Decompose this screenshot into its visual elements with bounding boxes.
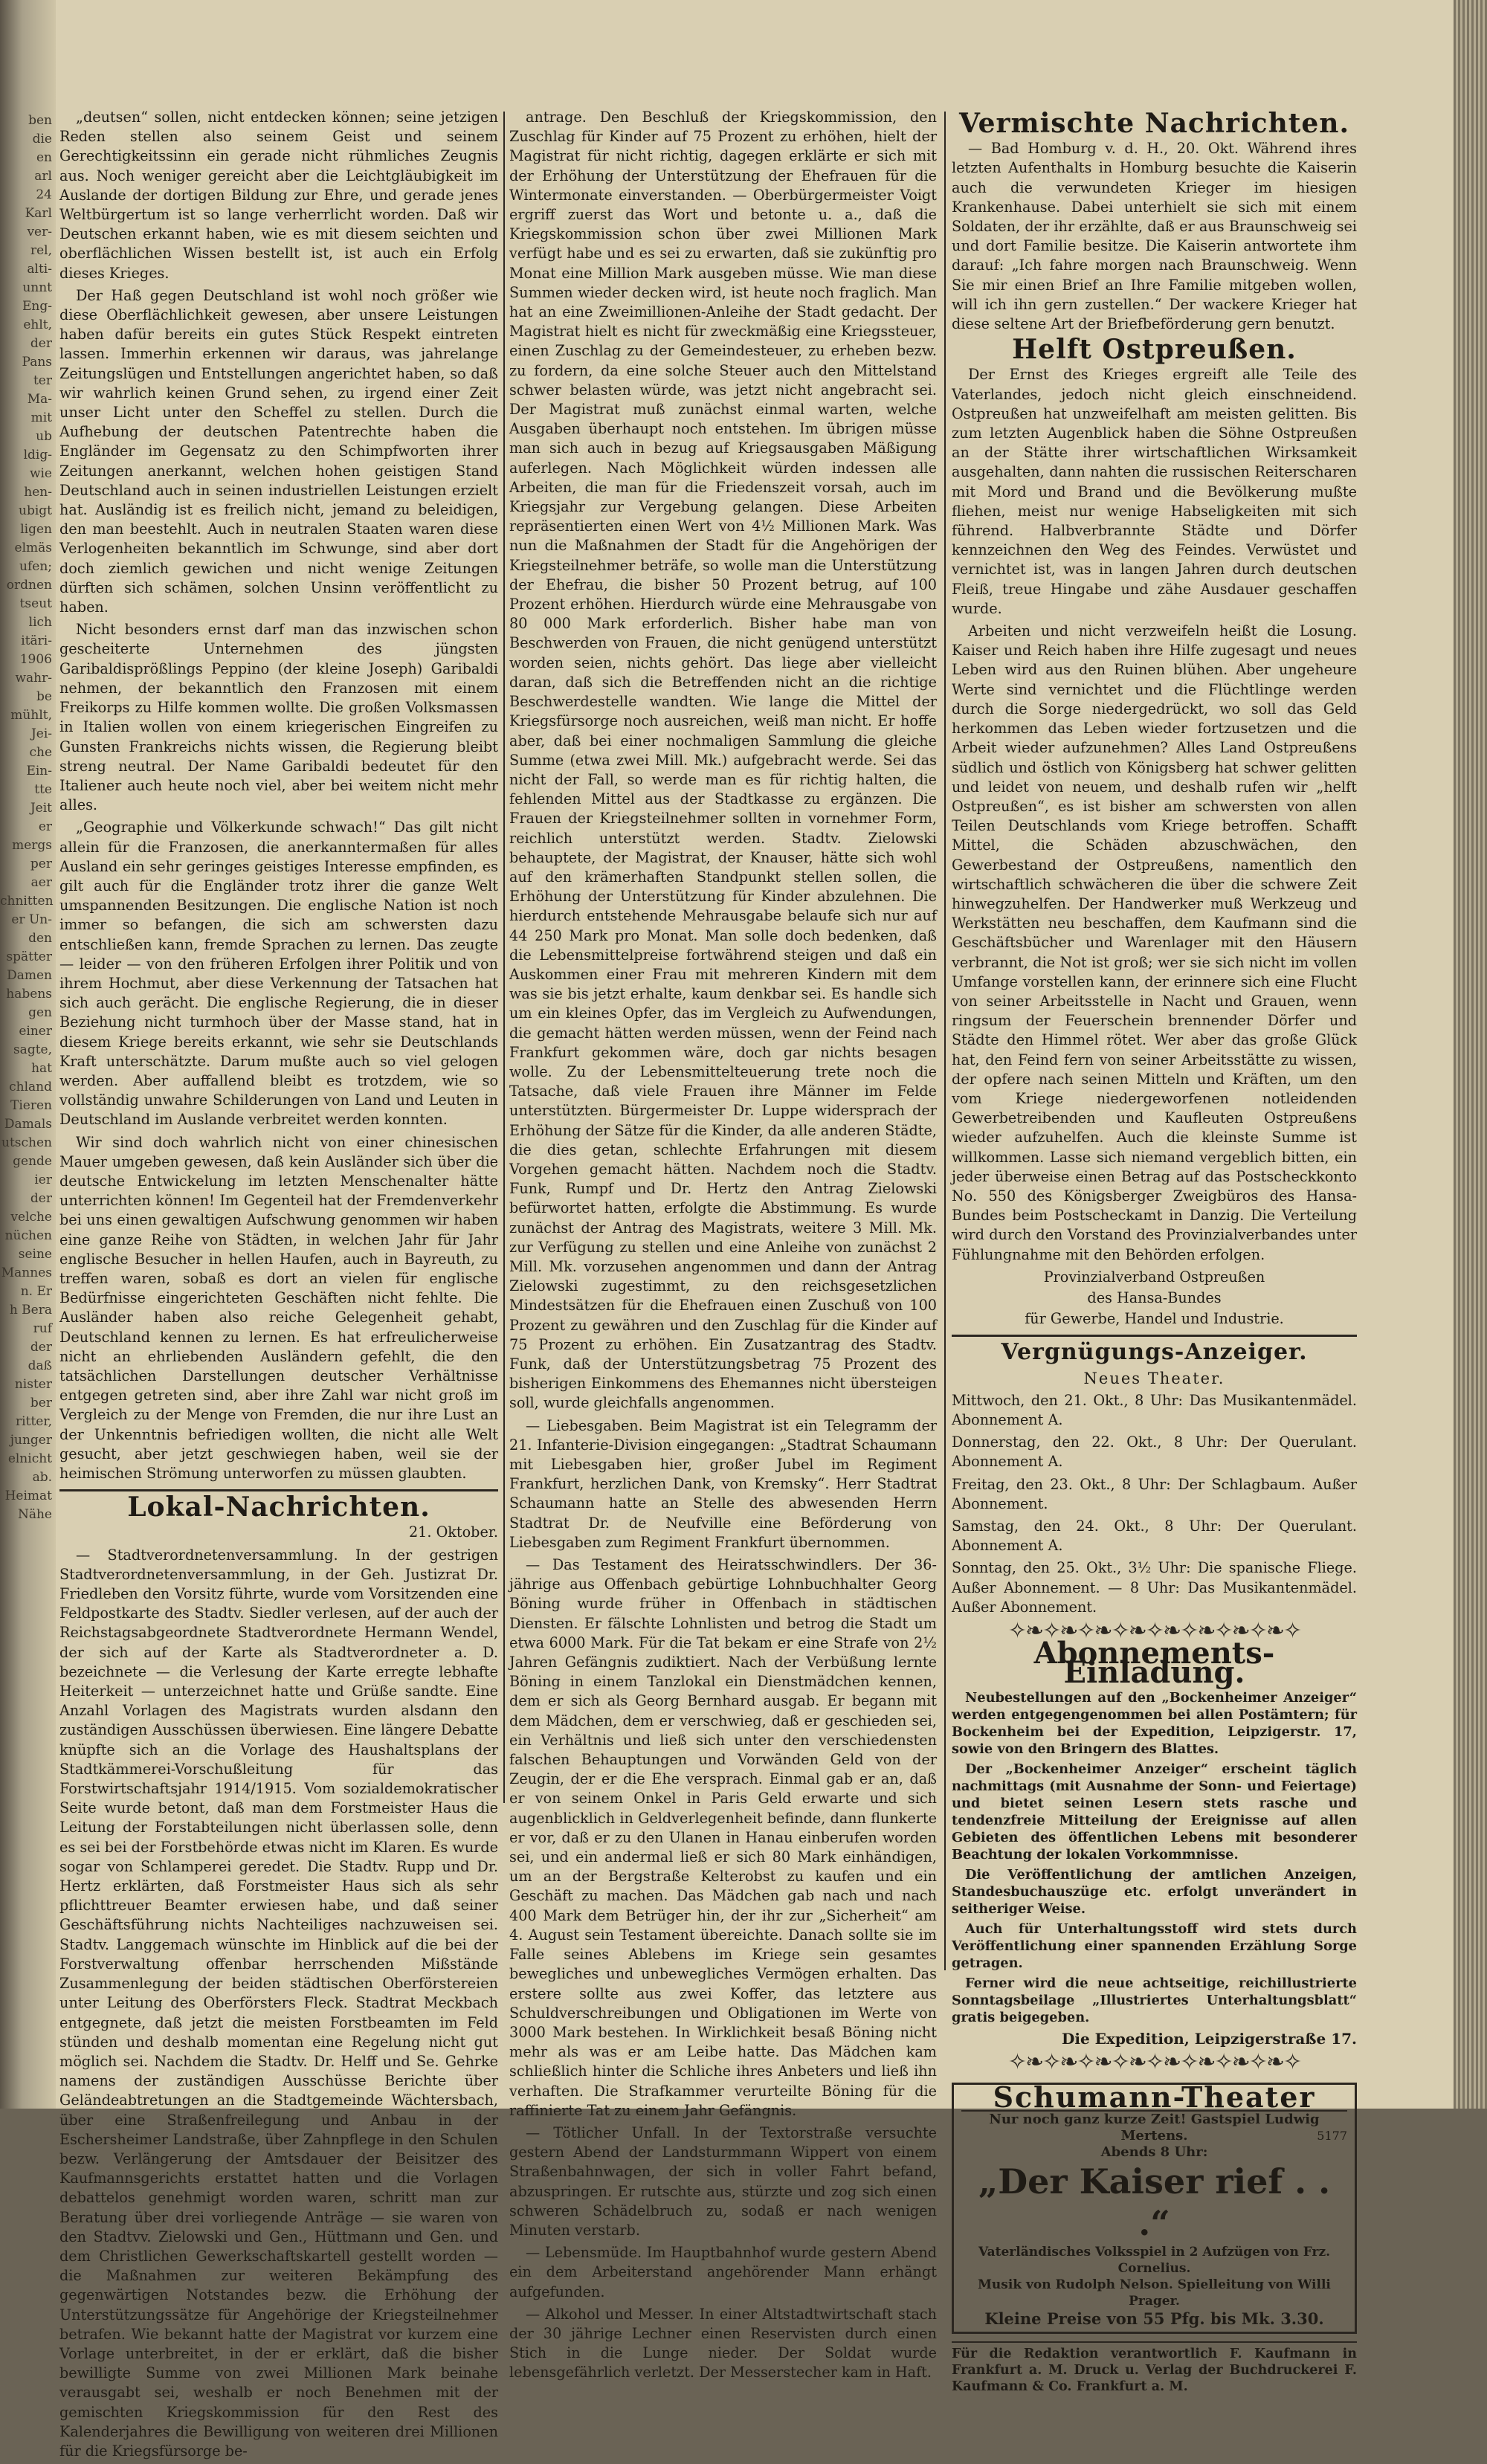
abonnement-paragraph: Ferner wird die neue achtseitige, reichillustrierte Sonntagsbeilage „Illustriertes Unterhaltungsblatt“ gratis beigegeben. — [952, 1975, 1357, 2025]
prev-page-fragment: wie — [29, 466, 52, 481]
column-1-articles — [59, 108, 498, 1483]
abonnement-paragraph: Neubestellungen auf den „Bockenheimer Anzeiger“ werden entgegengenommen bei allen Postämtern; für Bockenheim bei der Expedition, Leipzigerstr. 17, sowie von den Bringern des Blattes. — [952, 1689, 1357, 1757]
prev-page-fragment: Ma- — [27, 392, 52, 407]
prev-page-fragment: utschen — [1, 1135, 52, 1150]
prev-page-fragment: rel, — [30, 243, 52, 258]
prev-page-fragment: Ein- — [26, 764, 52, 778]
prev-page-fragment: habens — [6, 987, 52, 1002]
prev-page-fragment: Pans — [22, 355, 52, 370]
prev-page-fragment: 24 — [36, 187, 52, 202]
prev-page-fragment: nister — [14, 1377, 52, 1392]
previous-page-strip — [0, 112, 52, 1524]
prev-page-fragment: er Un- — [11, 912, 52, 927]
prev-page-fragment: Heimat — [4, 1489, 52, 1503]
column-2-articles — [509, 108, 937, 2383]
prev-page-fragment: junger — [10, 1433, 52, 1448]
abonnement-paragraph: Der „Bockenheimer Anzeiger“ erscheint täglich nachmittags (mit Ausnahme der Sonn- und Feiertage) und bietet seinen Lesern stets rasche und tendenzfreie Mitteilung der Ereignisse auf allen Gebieten des öffentlichen Lebens mit besonderer Beachtung der lokalen Vorkommnisse. — [952, 1761, 1357, 1862]
prev-page-fragment: ter — [33, 373, 52, 388]
article-paragraph: — Das Testament des Heiratsschwindlers. Der 36-jährige aus Offenbach gebürtige Lohnbuchhalter Georg Böning wurde früher in Offenbach in städtischen Diensten. Er fälschte Lohnlisten und betrog die Stadt um etwa 6000 Mark. Für die Tat bekam er eine Strafe von 2½ Jahren Gefängnis zudiktiert. Nach der Verbüßung lernte Böning in einem Tanzlokal ein Dienstmädchen kennen, dem er sich als Georg Bernhard ausgab. Er begann mit dem Mädchen, dem er verschwieg, daß er geschieden sei, ein Verhältnis und ließ sich unter den verschiedensten falschen Behauptungen und Vorwänden Geld von der Zeugin, der er die Ehe versprach. Einmal gab er an, daß er von seinem Onkel in Paris Geld erwarte und sich augenblicklich in Geldverlegenheit befinde, dann flunkerte er vor, daß er zu den Ulanen in Hanau einberufen worden sei, und ein andermal ließ er sich 80 Mark einhändigen, um an der Bergstraße Kelterobst zu kaufen und ein Geschäft zu machen. Das Mädchen gab nach und nach 400 Mark dem Betrüger hin, der ihr zur „Sicherheit“ am 4. August sein Testament übereichte. Danach sollte sie im Falle seines Ablebens im Kriege sein gesamtes bewegliches und unbewegliches Vermögen erhalten. Das erstere sollte aus zwei Koffer, das letztere aus Schuldverschreibungen und Obligationen im Werte von 3000 Mark bestehen. In Wirklichkeit besaß Böning nicht mehr als was er am Leibe hatte. Das Mädchen kam schließlich hinter die Schliche ihres Anbeters und ließ ihn verhaften. Die Strafkammer verurteilte Böning für die raffinierte Tat zu einem Jahr Gefängnis. — [509, 1556, 937, 2119]
column-rule — [503, 112, 505, 1803]
divider — [952, 1335, 1357, 1337]
prev-page-fragment: ver- — [27, 225, 52, 239]
article-paragraph: „deutsen“ sollen, nicht entdecken können; seine jetzigen Reden stellen also seinem Geist und seinem Gerechtigkeitssinn ein gerade nicht rühmliches Zeugnis aus. Noch weniger gereicht aber die Leichtgläubigkeit im Auslande der dortigen Bildung zur Ehre, und gerade jenes Weltbürgertum ist so lange verherrlicht worden. Daß wir Deutschen erkannt haben, wie es mit diesem seichten und oberflächlichen Wissen bestellt ist, ist auch ein Erfolg dieses Krieges. — [59, 109, 498, 282]
prev-page-fragment: seine — [18, 1247, 52, 1262]
prev-page-fragment: Mannes — [1, 1265, 52, 1280]
prev-page-fragment: die — [32, 132, 52, 146]
prev-page-fragment: hen- — [24, 485, 52, 500]
ad-prices: Kleine Preise von 55 Pfg. bis Mk. 3.30. — [984, 2309, 1324, 2329]
ostpreussen-paragraph: Arbeiten und nicht verzweifeln heißt die Losung. Kaiser und Reich haben ihre Hilfe zugesagt und neues Leben wird aus den Ruinen blühen. Aber ungeheure Werte sind vernichtet und die Flüchtlinge werden durch die Sorge niedergedrückt, wo soll das Geld herkommen das Leben wieder fortzusetzen und die Arbeit wieder aufzunehmen? Alles Land Ostpreußens südlich und östlich von Königsberg hat schwer gelitten und leidet von neuem, und deshalb rufen wir „helft Ostpreußen“, es ist bisher am schwersten von allen Teilen Deutschlands vom Kriege betroffen. Schafft Mittel, die Schäden abzuschwächen, den Gewerbestand der Ostpreußens, namentlich den wirtschaftlich schwächeren die über die schwere Zeit hinwegzuhelfen. Der Handwerker muß Werkzeug und Werkstätten neu beschaffen, dem Kaufmann sind die Geschäftsbücher und Warenlager mit den Häusern verbrannt, die Not ist groß; wer sie sich nicht im vollen Umfange vorstellen kann, der erinnere sich eine Flucht von seiner Arbeitsstelle in Nacht und Grauen, wenn ringsum der Feuerschein brennender Dörfer und Städte den Himmel rötet. Wer aber das große Glück hat, den Feind fern von seiner Arbeitsstätte zu wissen, der opfere nach seinen Mitteln und Kräften, um den vom Kriege niedergeworfenen notleidenden Gewerbetreibenden und Kaufleuten Ostpreußens wieder aufzuhelfen. Auch die kleinste Summe ist willkommen. Lasse sich niemand vergeblich bitten, ein jeder überweise einen Betrag auf das Postscheckkonto No. 550 des Königsberger Zweigbüros des Hansa-Bundes beim Postscheckamt in Danzig. Die Verteilung wird durch den Vorstand des Provinzialverbandes unter Fühlungnahme mit den Behörden erfolgen. — [952, 622, 1357, 1263]
prev-page-fragment: en — [36, 150, 52, 165]
article-paragraph: — Lebensmüde. Im Hauptbahnhof wurde gestern Abend ein dem Arbeiterstand angehörender Mann erhängt aufgefunden. — [509, 2244, 937, 2300]
column-2 — [509, 108, 937, 2386]
prev-page-fragment: Jei- — [30, 726, 52, 741]
ad-description: Musik von Rudolph Nelson. Spielleitung von Willi Prager. — [978, 2277, 1331, 2309]
page-edges — [1454, 0, 1487, 2109]
lokal-date: 21. Oktober. — [408, 1523, 498, 1541]
prev-page-fragment: daß — [28, 1358, 52, 1373]
prev-page-fragment: Jeit — [30, 801, 52, 816]
prev-page-fragment: der — [30, 336, 52, 351]
imprint: Für die Redaktion verantwortlich F. Kaufmann in Frankfurt a. M. Druck u. Verlag der Buchdruckerei F. Kaufmann & Co. Frankfurt a. M. — [952, 2341, 1357, 2395]
ad-description: Vaterländisches Volksspiel in 2 Aufzügen von Frz. Cornelius. — [978, 2245, 1331, 2277]
program-line: Donnerstag, den 22. Okt., 8 Uhr: Der Querulant. Abonnement A. — [952, 1433, 1357, 1471]
prev-page-fragment: mit — [30, 410, 52, 425]
prev-page-fragment: der — [30, 1191, 52, 1206]
prev-page-fragment: den — [28, 931, 52, 946]
vermischte-article: — Bad Homburg v. d. H., 20. Okt. Während ihres letzten Aufenthalts in Homburg besuchte die Kaiserin auch die verwundeten Krieger im hiesigen Krankenhause. Dabei unterhielt sie sich mit einem Soldaten, der ihr erzählte, daß er aus Braunschweig sei und dort Familie besitze. Die Kaiserin antwortete ihm darauf: „Ich fahre morgen nach Braunschweig. Wenn Sie mir einen Brief an Ihre Familie mitgeben wollen, will ich ihn gern zustellen.“ Der wackere Krieger hat diese seltene Art der Briefbeförderung gern benutzt. — [952, 140, 1357, 333]
prev-page-fragment: sagte, — [13, 1042, 52, 1057]
prev-page-fragment: ruf — [33, 1321, 52, 1336]
prev-page-fragment: ub — [36, 429, 52, 444]
article-paragraph: Nicht besonders ernst darf man das inzwischen schon gescheiterte Unternehmen des jüngsten Garibaldisprößlings Peppino (der kleine Joseph) Garibaldi nehmen, der bekanntlich den Franzosen mit einem Freikorps zu Hilfe kommen wollte. Die großen Volksmassen in Italien wollen von einem kriegerischen Eingreifen zu Gunsten Frankreichs nichts wissen, die Regierung bleibt streng neutral. Der Name Garibaldi bedeutet für den Italiener auch heute noch viel, aber bei weitem nicht mehr alles. — [59, 621, 498, 814]
prev-page-fragment: Damals — [4, 1117, 52, 1132]
lokal-articles — [59, 1546, 498, 2462]
column-3 — [952, 108, 1357, 2395]
vergnuegungs-heading: Vergnügungs-Anzeiger. — [1001, 1339, 1308, 1366]
prev-page-fragment: velche — [10, 1210, 52, 1225]
prev-page-fragment: lich — [28, 615, 52, 630]
article-paragraph: — Tötlicher Unfall. In der Textorstraße versuchte gestern Abend der Landsturmmann Wippert von einem Straßenbahnwagen, der sich in voller Fahrt befand, abzuspringen. Er rutschte aus, stürzte und zog sich einen schweren Schädelbruch zu, sodaß er nach wenigen Minuten verstarb. — [509, 2123, 937, 2239]
program-line: Samstag, den 24. Okt., 8 Uhr: Der Querulant. Abonnement A. — [952, 1518, 1357, 1555]
abonnement-paragraph: Die Veröffentlichung der amtlichen Anzeigen, Standesbuchauszüge etc. erfolgt unverändert in seitheriger Weise. — [952, 1866, 1357, 1917]
ad-gastspiel — [961, 2112, 1347, 2161]
prev-page-fragment: hat — [31, 1061, 52, 1076]
prev-page-fragment: ier — [34, 1173, 52, 1187]
prev-page-fragment: spätter — [6, 949, 52, 964]
article-paragraph: antrage. Den Beschluß der Kriegskommission, den Zuschlag für Kinder auf 75 Prozent zu erhöhen, hielt der Magistrat für nicht richtig, dagegen erklärte er sich mit der Erhöhung der Unterstützung der Ehefrauen für die Wintermonate einverstanden. — Oberbürgermeister Voigt ergriff zuerst das Wort und betonte u. a., daß die Kriegskommission schon über zwei Millionen Mark verfügt habe und es sei zu erwarten, daß sie zukünftig pro Monat eine Million Mark ausgeben müsse. Wie man diese Summen wieder decken wird, ist heute noch fraglich. Man hat an eine Zweimillionen-Anleihe der Stadt gedacht. Der Magistrat hielt es nicht für zweckmäßig eine Kriegssteuer, einen Zuschlag zu der Gemeindesteuer, zu erheben bezw. zu fordern, da eine solche Steuer auch den Mittelstand schwer belasten würde, was jetzt nicht angebracht sei. Der Magistrat muß zunächst einmal warten, welche Ausgaben überhaupt noch entstehen. Im übrigen müsse man sich auch in bezug auf Kriegsausgaben Mäßigung auferlegen. Nach Möglichkeit würden indessen alle Arbeiten, die man für die Friedenszeit vorsah, auch im Kriegsjahr zur Vergebung gelangen. Diese Arbeiten repräsentierten einen Wert von 4½ Millionen Mark. Was nun die Maßnahmen der Stadt für die Angehörigen der Kriegsteilnehmer beträfe, so wolle man die Unterstützung der Ehefrau, die bisher 50 Prozent betrug, auf 100 Prozent erhöhen. Hierdurch würde eine Mehrausgabe von 80 000 Mark erforderlich. Bisher habe man von Beschwerden von Frauen, die nicht genügend unterstützt worden seien, nichts gehört. Das liege aber vielleicht daran, daß sich die Betreffenden nicht an die richtige Beschwerdestelle wandten. Wie lange die Mittel der Kriegsfürsorge noch ausreichen, weiß man nicht. Er hoffe aber, daß bei einer nochmaligen Sammlung die gleiche Summe (etwa zwei Mill. Mk.) aufgebracht werde. Sei das nicht der Fall, so werde man es für richtig halten, die fehlenden Mittel aus der Stadtkasse zu ergänzen. Die Frauen der Kriegsteilnehmer sollten in vornehmer Form, reichlich unterstützt werden. Stadtv. Zielowski behauptete, der Magistrat, der Knauser, hätte sich wohl auf den krämerhaften Standpunkt stellen sollen, die Erhöhung der Unterstützung für Kinder abzulehnen. Die hierdurch entstehende Mehrausgabe belaufe sich nur auf 44 250 Mark pro Monat. Man solle doch bedenken, daß die Lebensmittelpreise fortwährend steigen und daß ein Auskommen einer Frau mit mehreren Kindern mit dem was sie bis jetzt erhalte, kaum denkbar sei. Es handle sich um ein kleines Opfer, das im Vergleich zu Aufwendungen, die gemacht hätten werden müssen, wenn der Feind nach Frankfurt gekommen wäre, doch gar nichts besagen wolle. Zu der Lebensmittelteuerung trete noch die Tatsache, daß viele Frauen ihre Männer im Felde unterstützten. Bürgermeister Dr. Luppe widersprach der Erhöhung der Sätze für die Kinder, da alle anderen Städte, die dies getan, schlechte Erfahrungen mit diesem Vorgehen gemacht hätten. Nachdem noch die Stadtv. Funk, Rumpf und Dr. Hertz den Antrag Zielowski befürwortet hatten, erfolgte die Abstimmung. Es wurde zunächst der Antrag des Magistrats, weitere 3 Mill. Mk. zur Verfügung zu stellen und eine Anleihe von zunächst 2 Mill. Mk. vorzusehen angenommen und dann der Antrag Zielowski zugestimmt, zu den reichsgesetzlichen Mindestsätzen für die Ehefrauen einen Zuschuß von 100 Prozent zu gewähren und den Zuschlag für die Kinder auf 75 Prozent zu erhöhen. Ein Zusatzantrag des Stadtv. Funk, daß der Unterstützungsbetrag 75 Prozent des bisherigen Einkommens des Ehemannes nicht übersteigen soll, wurde gleichfalls angenommen. — [509, 109, 937, 1412]
prev-page-fragment: gende — [13, 1154, 52, 1169]
ostpreussen-heading: Helft Ostpreußen. — [1012, 334, 1297, 366]
theater-name: Neues Theater. — [1083, 1369, 1225, 1387]
prev-page-fragment: ufen; — [19, 559, 52, 574]
prev-page-fragment: wahr- — [15, 671, 52, 686]
prev-page-fragment: Karl — [25, 206, 52, 221]
ad-line: Abends 8 Uhr: — [1100, 2144, 1208, 2161]
column-1 — [59, 108, 498, 2464]
prev-page-fragment: be — [36, 689, 52, 704]
abonnement-text — [952, 1689, 1357, 2026]
theater-program — [952, 1391, 1357, 1617]
prev-page-fragment: per — [30, 857, 52, 871]
column-rule — [944, 112, 946, 1970]
ad-line: Nur noch ganz kurze Zeit! Gastspiel Ludwig Mertens. — [989, 2112, 1320, 2144]
prev-page-fragment: ab. — [32, 1470, 52, 1485]
article-paragraph: — Liebesgaben. Beim Magistrat ist ein Telegramm der 21. Infanterie-Division eingegangen: „Stadtrat Schaumann mit Liebesgaben hier, großer Jubel im Regiment Frankfurt, herzlichen Dank, von Kremsky“. Herr Stadtrat Schaumann hatte an Stelle des abwesenden Herrn Stadtrat Dr. de Neufville eine Beförderung von Liebesgaben zum Regiment Frankfurt übernommen. — [509, 1416, 937, 1551]
prev-page-fragment: gen — [28, 1005, 52, 1020]
ornament-border: ✧❧✧❧✧❧✧❧✧❧✧❧✧❧✧❧✧ — [1007, 2048, 1301, 2075]
prev-page-fragment: Damen — [7, 968, 52, 983]
prev-page-fragment: itäri- — [21, 633, 52, 648]
signature-line: des Hansa-Bundes — [1087, 1289, 1222, 1306]
prev-page-fragment: ber — [30, 1396, 52, 1410]
prev-page-fragment: tseut — [19, 596, 52, 611]
prev-page-fragment: mergs — [12, 838, 52, 853]
prev-page-fragment: er — [38, 819, 52, 834]
prev-page-fragment: 1906 — [19, 652, 52, 667]
prev-page-fragment: Eng- — [22, 299, 52, 314]
prev-page-fragment: Nähe — [17, 1507, 52, 1522]
prev-page-fragment: elmäs — [14, 541, 52, 555]
prev-page-fragment: ben — [28, 113, 52, 128]
prev-page-fragment: ehlt, — [23, 317, 52, 332]
prev-page-fragment: chland — [9, 1080, 52, 1094]
prev-page-fragment: ordnen — [6, 578, 52, 593]
prev-page-fragment: elnicht — [7, 1451, 52, 1466]
prev-page-fragment: der — [30, 1340, 52, 1355]
lokal-paragraph: — Stadtverordnetenversammlung. In der gestrigen Stadtverordnetenversammlung, in der Geh. Justizrat Dr. Friedleben den Vorsitz führte, wurde vom Vorsitzenden eine Feldpostkarte des Stadtv. Siedler verlesen, auf der auch der Reichstagsabgeordnete Stadtverordnete Hermann Wendel, der sich auf der Karte als Stadtverordneter a. D. bezeichnete — die Verlesung der Karte erregte lebhafte Heiterkeit — unterzeichnet hatte und Grüße sandte. Eine Anzahl Vorlagen des Magistrats wurden alsdann den zuständigen Ausschüssen überwiesen. Eine längere Debatte knüpfte sich an die Vorlage des Haushaltsplans der Stadtkämmerei-Vorschußleitung für das Forstwirtschaftsjahr 1914/1915. Vom sozialdemokratischer Seite wurde betont, daß man dem Forstmeister Haus die Leitung der Forstabteilungen nicht überlassen solle, denn es sei bei der Forstbehörde etwas nicht im Klaren. Es wurde sogar von Schlamperei geredet. Die Stadtv. Rupp und Dr. Hertz erklärten, daß Forstmeister Haus sich als sehr pflichttreuer Beamter erwiesen habe, und daß seiner Geschäftsführung nichts Nachteiliges nachzuweisen sei. Stadtv. Langgemach wünschte im Hinblick auf die bei der Forstverwaltung offenbar herrschenden Mißstände Zusammenlegung der beiden städtischen Oberförstereien unter Leitung des Oberförsters Fleck. Stadtrat Meckbach entgegnete, daß jetzt die meisten Forstbeamten im Feld stünden und deshalb momentan eine Regelung nicht gut möglich sei. Nachdem die Stadtv. Dr. Helff und Se. Gehrke namens der zuständigen Ausschüsse Berichte über Geländeabtretungen an die Stadtgemeinde Wächtersbach, über eine Straßenfreilegung und Anbau in der Eschersheimer Landstraße, über Zahnpflege in den Schulen bezw. Verlängerung der Amtsdauer der Beisitzer des Kaufmannsgerichts erstattet hatten und die Vorlagen debattelos genehmigt worden waren, schritt man zur Beratung über drei vorliegende Anträge — sie waren von den Stadtvv. Zielowski und Gen., Hüttmann und Gen. und dem Christlichen Gewerkschaftskartell gestellt worden — die Maßnahmen zur weiteren Bekämpfung des gegenwärtigen Notstandes bezw. die Erhöhung der Unterstützungssätze für Angehörige der Kriegsteilnehmer betrafen. Wie bekannt hatte der Magistrat vor kurzem eine Vorlage unterbreitet, in der er erklärt, daß die bisher bewilligte Summe von zwei Millionen Mark beinahe verausgabt sei, weshalb er noch Benehmen mit der gemischten Kriegskommission für den Rest des Kalenderjahres die Bewilligung von weiteren drei Millionen für die Kriegsfürsorge be- — [59, 1546, 498, 2460]
prev-page-fragment: ubigt — [19, 503, 52, 518]
prev-page-fragment: Tieren — [10, 1098, 52, 1113]
prev-page-fragment: unnt — [22, 280, 52, 295]
prev-page-fragment: aer — [30, 875, 52, 890]
program-line: Freitag, den 23. Okt., 8 Uhr: Der Schlagbaum. Außer Abonnement. — [952, 1475, 1357, 1512]
signature-line: Provinzialverband Ostpreußen — [1043, 1268, 1265, 1286]
prev-page-fragment: alti- — [27, 262, 52, 277]
program-line: Mittwoch, den 21. Okt., 8 Uhr: Das Musikantenmädel. Abonnement A. — [952, 1391, 1357, 1428]
ad-number: 5177 — [1317, 2129, 1347, 2144]
prev-page-fragment: ritter, — [16, 1414, 52, 1429]
article-paragraph: Der Haß gegen Deutschland ist wohl noch größer wie diese Oberflächlichkeit gewesen, aber unsere Leistungen haben dafür bereits ein gutes Stück Respekt eintreten lassen. Immerhin erkennen wir daraus, was jahrelange Zeitungslügen und Entstellungen angerichtet haben, so daß wir wahrlich keinen Grund sehen, zu irgend einer Zeit unser Licht unter den Scheffel zu stellen. Durch die Aufhebung der deutschen Patentrechte haben die Engländer im Gegensatz zu den Schimpfworten ihrer Zeitungen anerkannt, welchen hohen geistigen Stand Deutschland auch in seinen industriellen Leistungen erzielt hat. Ausländig ist es freilich nicht, jemand zu beleidigen, den man beestehlt. Auch in neutralen Staaten waren diese Verlogenheiten bekanntlich im Schwunge, sind aber dort doch ziemlich gewichen und nicht wenige Zeitungen dürften sich schämen, solchen Unsinn veröffentlicht zu haben. — [59, 286, 498, 616]
prev-page-fragment: arl — [34, 169, 52, 184]
ostpreussen-paragraph: Der Ernst des Krieges ergreift alle Teile des Vaterlandes, jedoch nicht gleich einschneidend. Ostpreußen hat unzweifelhaft am meisten gelitten. Bis zum letzten Augenblick haben die Söhne Ostpreußen an der Stätte ihrer wirtschaftlichen Wirksamkeit ausgehalten, dann nahten die russischen Reiterscharen mit Mord und Brand und die Bevölkerung mußte fliehen, meist nur wenige Habseligkeiten mit sich führend. Halbverbrannte Städte und Dörfer kennzeichnen den Weg des Feindes. Verwüstet und vernichtet ist, was in langen Jahren durch deutschen Fleiß, treue Hingabe und zähe Ausdauer geschaffen wurde. — [952, 366, 1357, 617]
expedition-signature: Die Expedition, Leipzigerstraße 17. — [1062, 2029, 1357, 2048]
prev-page-fragment: mühlt, — [10, 708, 52, 723]
prev-page-fragment: nüchen — [4, 1228, 52, 1243]
abonnement-paragraph: Auch für Unterhaltungsstoff wird stets durch Veröffentlichung einer spannenden Erzählung Sorge getragen. — [952, 1920, 1357, 1971]
ostpreussen-article — [952, 365, 1357, 1264]
prev-page-fragment: n. Er — [20, 1284, 52, 1299]
prev-page-fragment: h Bera — [9, 1303, 52, 1318]
ad-play-title: „Der Kaiser rief . . .“ — [978, 2161, 1331, 2244]
schumann-theater-ad — [952, 2080, 1357, 2334]
vermischte-heading: Vermischte Nachrichten. — [959, 108, 1349, 139]
lokal-heading: Lokal-Nachrichten. — [127, 1491, 430, 1523]
signature-line: für Gewerbe, Handel und Industrie. — [1025, 1310, 1284, 1328]
article-paragraph: Wir sind doch wahrlich nicht von einer chinesischen Mauer umgeben gewesen, daß kein Ausländer sich über die deutsche Entwickelung im letzten Menschenalter hätte unterrichten können! Im Gegenteil hat der Fremdenverkehr bei uns einen gewaltigen Aufschwung genommen wir haben eine ganze Reihe von Städten, in welchen Jahr für Jahr englische Besucher in hellen Haufen, auch in Bayreuth, zu treffen waren, sobaß es dort an vielen für englische Bedürfnisse eingerichteten Geschäften nicht fehlte. Die Ausländer haben also reiche Gelegenheit gehabt, Deutschland kennen zu lernen. Es hat erfreulicherweise nicht an ehrliebenden Ausländern gefehlt, die den tatsächlichen Darstellungen deutscher Verhältnisse entgegen getreten sind, aber ihre Zahl war nicht groß im Vergleich zu der Menge von Fremden, die nur ihre Lust an der Unkenntnis befriedigen wollten, die nicht alle Welt gesucht, aber jetzt geschwiegen haben, weil sie der heimischen Strömung unterworfen zu müssen glaubten. — [59, 1133, 498, 1483]
article-paragraph: — Alkohol und Messer. In einer Altstadtwirtschaft stach der 30 jährige Lechner einen Reservisten durch einen Stich in die Lunge nieder. Der Soldat wurde lebensgefährlich verletzt. Der Messerstecher kam in Haft. — [509, 2305, 937, 2381]
abonnement-heading: Abonnements-Einladung. — [1033, 1636, 1275, 1691]
ornament-border: ✧❧✧❧✧❧✧❧✧❧✧❧✧❧✧❧✧ — [1007, 1618, 1301, 1645]
prev-page-fragment: che — [29, 745, 52, 760]
prev-page-fragment: einer — [19, 1024, 52, 1039]
prev-page-fragment: ligen — [20, 522, 52, 537]
program-line: Sonntag, den 25. Okt., 3½ Uhr: Die spanische Fliege. Außer Abonnement. — 8 Uhr: Das Musikantenmädel. Außer Abonnement. — [952, 1559, 1357, 1616]
article-paragraph: „Geographie und Völkerkunde schwach!“ Das gilt nicht allein für die Franzosen, die anerkanntermaßen für alles Ausland ein sehr geringes geistiges Interesse empfinden, es gilt auch für die Engländer trotz ihrer die ganze Welt umspannenden Besitzungen. Die englische Nation ist noch immer so befangen, die sich am schwersten dazu entschließen kann, fremde Sprachen zu lernen. Das zeugte — leider — von den früheren Erfolgen ihrer Politik und von ihrem Hochmut, aber diese Verkennung der Tatsachen hat sich auch gerächt. Die englische Regierung, die in dieser Beziehung nicht turmhoch über der Masse stand, hat in diesem Kriege bereits erkannt, wie sehr sie Deutschlands Kraft unterschätzte. Darum mußte auch so viel gelogen werden. Aber auffallend bleibt es trotzdem, wie so vollständig unwahre Schilderungen von Land und Leuten in Deutschland im Auslande verbreitet werden konnten. — [59, 819, 498, 1129]
prev-page-fragment: chnitten — [0, 894, 54, 909]
ad-title: Schumann-Theater — [961, 2088, 1347, 2112]
prev-page-fragment: ldig- — [23, 448, 52, 462]
prev-page-fragment: tte — [34, 782, 52, 797]
